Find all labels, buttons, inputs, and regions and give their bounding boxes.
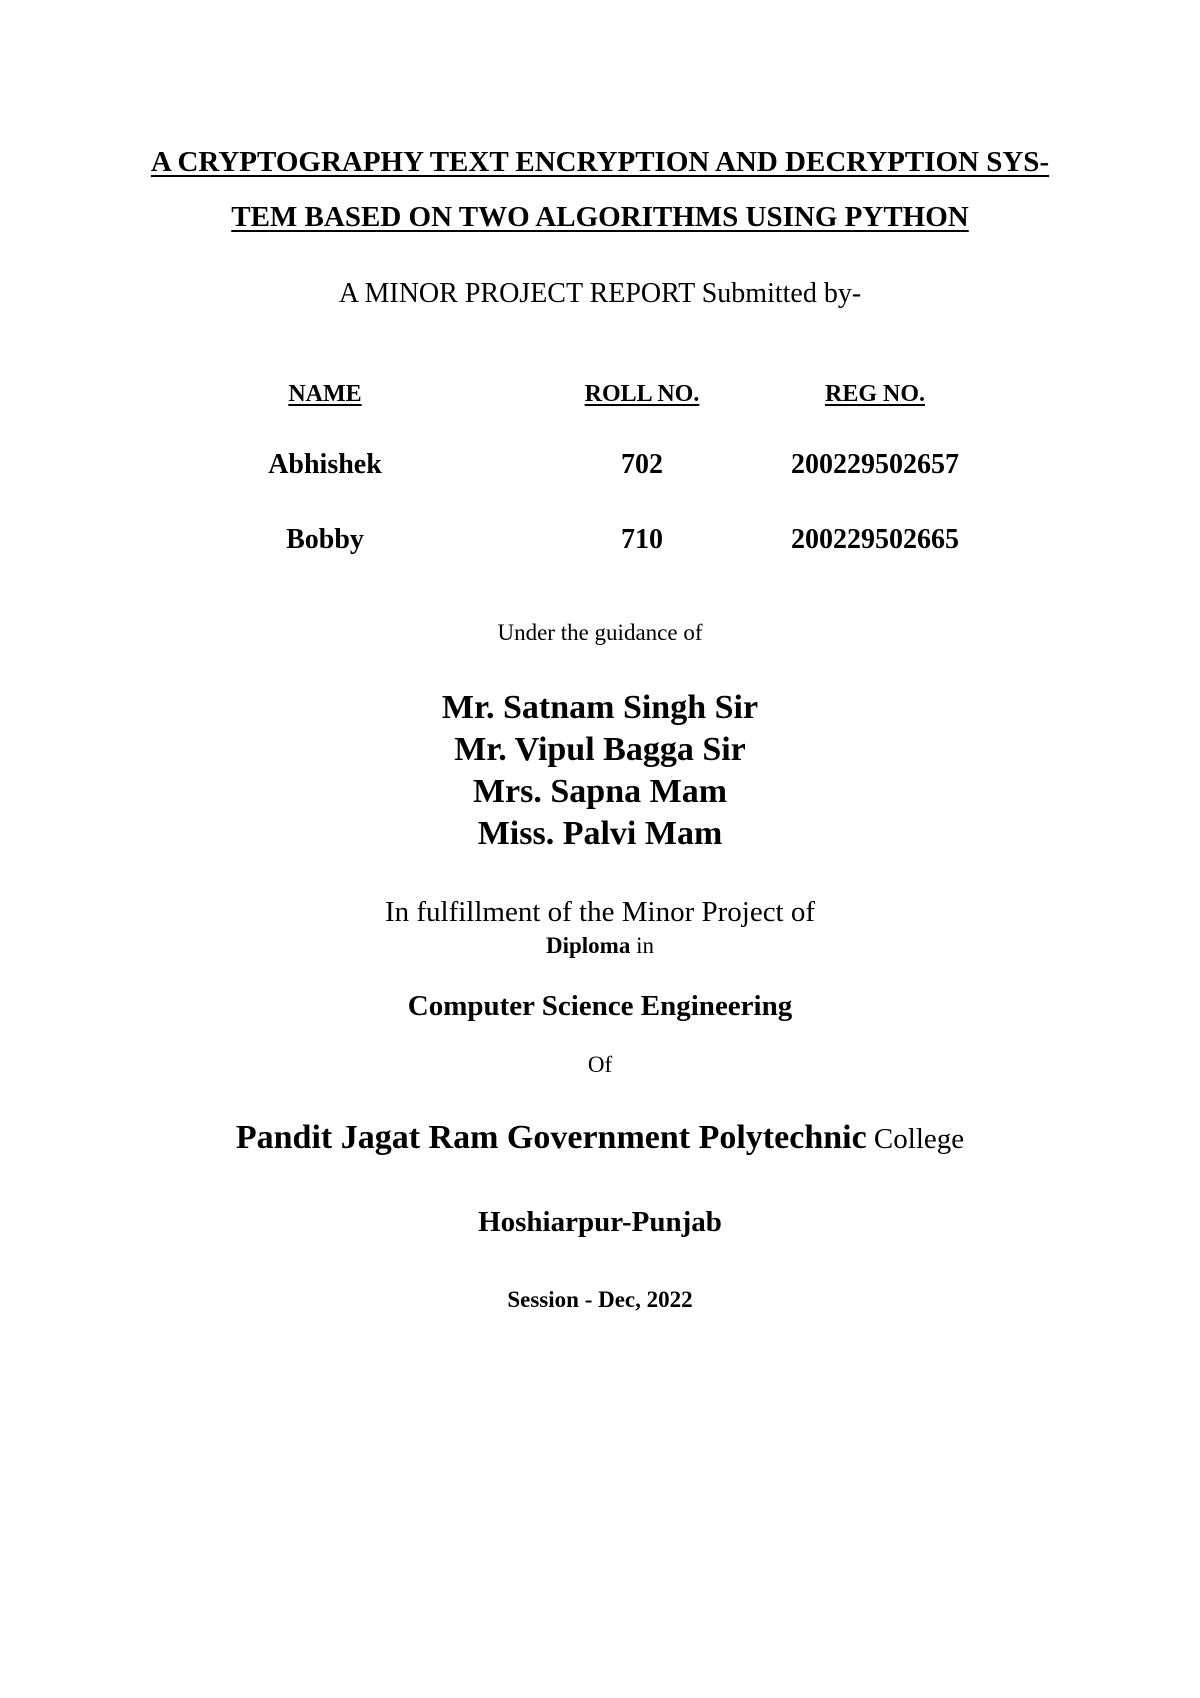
student-name: Abhishek [268,449,382,480]
header-roll-no: ROLL NO. [584,381,700,407]
diploma-suffix: in [630,933,654,958]
branch-name: Computer Science Engineering [407,990,793,1022]
student-reg-no: 200229502665 [791,524,959,555]
report-title-line-2: TEM BASED ON TWO ALGORITHMS USING PYTHON [231,201,969,233]
header-name: NAME [288,381,362,407]
college-location: Hoshiarpur-Punjab [478,1206,722,1238]
college-name-bold: Pandit Jagat Ram Government Polytechnic [235,1119,867,1156]
student-roll-no: 710 [621,524,663,555]
guide-name: Mr. Satnam Singh Sir [441,689,759,726]
guide-name: Mr. Vipul Bagga Sir [454,731,746,768]
college-name-suffix: College [866,1123,965,1155]
student-reg-no: 200229502657 [791,449,959,480]
report-title-line-1: A CRYPTOGRAPHY TEXT ENCRYPTION AND DECRYPTION SYS- [150,146,1050,178]
fulfillment-text: In fulfillment of the Minor Project of [384,896,816,928]
session-label: Session - Dec, 2022 [507,1287,693,1312]
of-label: Of [587,1052,613,1077]
guide-name: Mrs. Sapna Mam [472,773,728,810]
guidance-label: Under the guidance of [497,620,703,645]
report-subtitle: A MINOR PROJECT REPORT Submitted by- [338,278,862,309]
diploma-line [0,933,1200,959]
guide-name: Miss. Palvi Mam [477,815,723,852]
header-reg-no: REG NO. [824,381,925,407]
student-roll-no: 702 [621,449,663,480]
college-name [0,1119,1200,1157]
diploma-label: Diploma [546,933,631,958]
student-name: Bobby [286,524,364,555]
